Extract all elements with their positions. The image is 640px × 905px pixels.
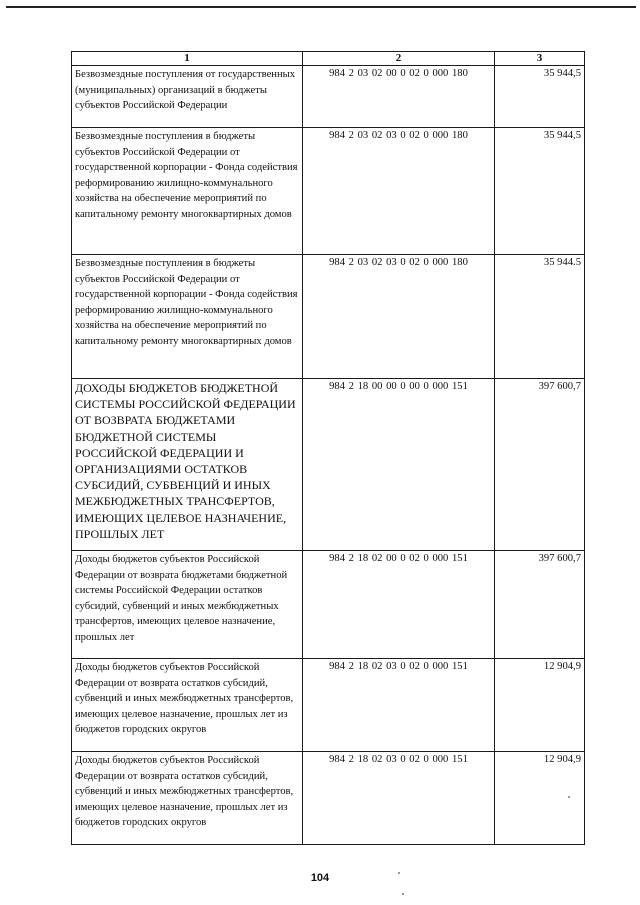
- table-row: [72, 128, 585, 255]
- row-code: 984 2 18 02 00 0 02 0 000 151: [303, 551, 495, 659]
- page-number: 104: [310, 872, 330, 884]
- row-name: Доходы бюджетов субъектов Российской Федерации от возврата остатков субсидий, субвенций и иных межбюджетных трансфертов, имеющих целевое назначение, прошлых лет из бюджетов городских округов: [72, 659, 303, 752]
- table-row: [72, 659, 585, 752]
- table-header-row: [72, 52, 585, 66]
- scan-speck: [568, 796, 570, 798]
- row-amount: 12 904,9: [495, 752, 585, 845]
- column-header-2: 2: [303, 52, 495, 66]
- table-row: [72, 551, 585, 659]
- budget-table: [71, 51, 585, 845]
- table-row: [72, 752, 585, 845]
- row-amount: 397 600,7: [495, 379, 585, 551]
- row-code: 984 2 18 02 03 0 02 0 000 151: [303, 752, 495, 845]
- table-row: [72, 379, 585, 551]
- row-code: 984 2 18 00 00 0 00 0 000 151: [303, 379, 495, 551]
- row-name: Безвозмездные поступления в бюджеты субъектов Российской Федерации от государственной корпорации - Фонда содействия реформированию жилищно-коммунального хозяйства на обеспечение мероприятий по капитальному ремонту многоквартирных домов: [72, 255, 303, 379]
- row-name: Безвозмездные поступления от государственных (муниципальных) организаций в бюджеты субъектов Российской Федерации: [72, 66, 303, 128]
- row-name: Безвозмездные поступления в бюджеты субъектов Российской Федерации от государственной корпорации - Фонда содействия реформированию жилищно-коммунального хозяйства на обеспечение мероприятий по капитальному ремонту многоквартирных домов: [72, 128, 303, 255]
- row-amount: 397 600,7: [495, 551, 585, 659]
- scan-speck: [402, 893, 404, 895]
- table-row: [72, 255, 585, 379]
- table-row: [72, 66, 585, 128]
- row-code: 984 2 03 02 03 0 02 0 000 180: [303, 255, 495, 379]
- scan-speck: [398, 872, 400, 874]
- row-code: 984 2 18 02 03 0 02 0 000 151: [303, 659, 495, 752]
- row-amount: 35 944,5: [495, 128, 585, 255]
- row-name: Доходы бюджетов субъектов Российской Федерации от возврата остатков субсидий, субвенций и иных межбюджетных трансфертов, имеющих целевое назначение, прошлых лет из бюджетов городских округов: [72, 752, 303, 845]
- row-name: Доходы бюджетов субъектов Российской Федерации от возврата бюджетами бюджетной системы Российской Федерации остатков субсидий, субвенций и иных межбюджетных трансфертов, имеющих целевое назначение, прошлых лет: [72, 551, 303, 659]
- column-header-1: 1: [72, 52, 303, 66]
- row-code: 984 2 03 02 03 0 02 0 000 180: [303, 128, 495, 255]
- top-rule: [6, 6, 636, 8]
- row-name: ДОХОДЫ БЮДЖЕТОВ БЮДЖЕТНОЙ СИСТЕМЫ РОССИЙСКОЙ ФЕДЕРАЦИИ ОТ ВОЗВРАТА БЮДЖЕТАМИ БЮДЖЕТНОЙ СИСТЕМЫ РОССИЙСКОЙ ФЕДЕРАЦИИ И ОРГАНИЗАЦИЯМИ ОСТАТКОВ СУБСИДИЙ, СУБВЕНЦИЙ И ИНЫХ МЕЖБЮДЖЕТНЫХ ТРАНСФЕРТОВ, ИМЕЮЩИХ ЦЕЛЕВОЕ НАЗНАЧЕНИЕ, ПРОШЛЫХ ЛЕТ: [72, 379, 303, 551]
- row-amount: 35 944.5: [495, 255, 585, 379]
- row-code: 984 2 03 02 00 0 02 0 000 180: [303, 66, 495, 128]
- row-amount: 12 904,9: [495, 659, 585, 752]
- row-amount: 35 944,5: [495, 66, 585, 128]
- column-header-3: 3: [495, 52, 585, 66]
